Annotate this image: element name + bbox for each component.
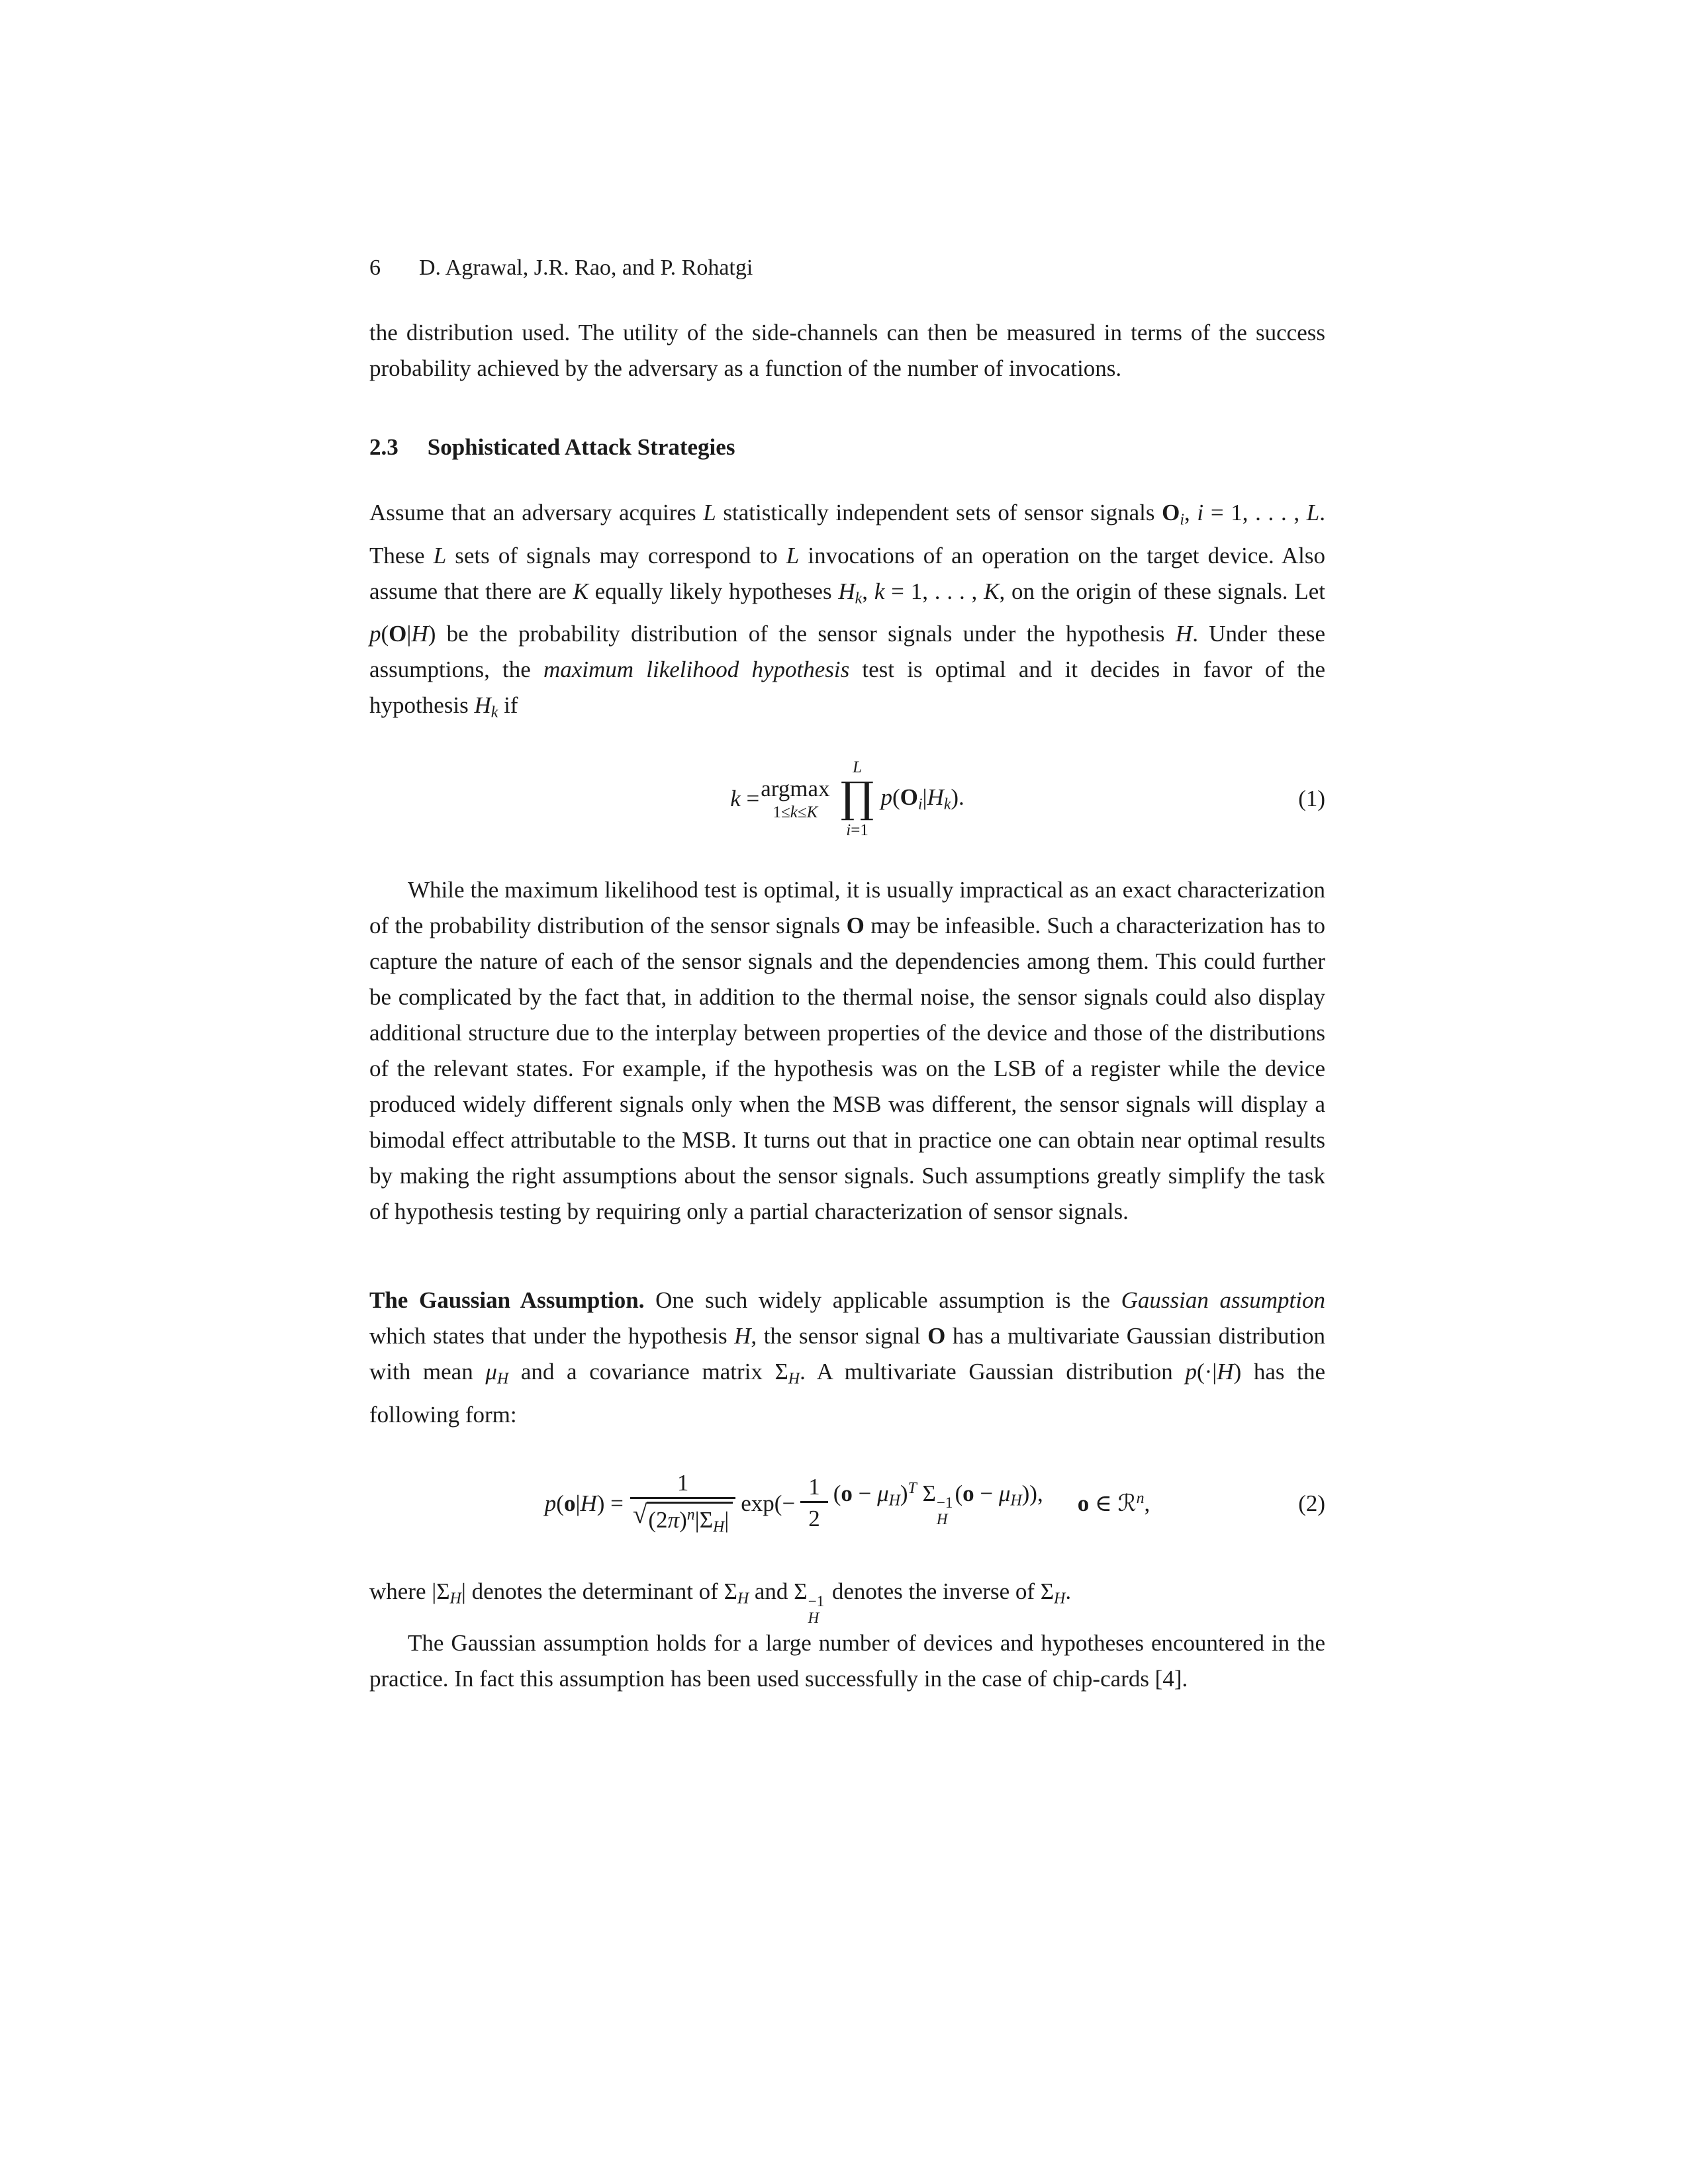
running-header — [369, 255, 1325, 281]
eq2-fraction-normalizer — [630, 1469, 735, 1537]
header-authors: D. Agrawal, J.R. Rao, and P. Rohatgi — [419, 255, 753, 280]
eq2-fraction-half — [800, 1473, 828, 1533]
product-operator — [841, 758, 874, 839]
page-number: 6 — [369, 255, 381, 280]
product-symbol: ∏ — [840, 774, 874, 823]
product-upper-limit: L — [853, 758, 862, 776]
paragraph-determinant-note: where |ΣH| denotes the determinant of ΣH and Σ −1 H denotes the inverse of ΣH. — [369, 1578, 1072, 1626]
eq2-exp: exp(− — [741, 1490, 796, 1516]
argmax-limits: 1≤k≤K — [773, 803, 818, 822]
argmax-label: argmax — [761, 775, 830, 801]
eq2-condition: o ∈ ℛ$^n$, — [1077, 1489, 1150, 1516]
eq2-lhs: p(o|H) = — [544, 1490, 624, 1516]
eq2-tail: $(o - \mu H)^T$ Σ −1 H (o − μH)), — [833, 1479, 1043, 1528]
section-number: 2.3 — [369, 434, 399, 460]
eq2-frac2-numerator: 1 — [808, 1474, 820, 1500]
section-title: Sophisticated Attack Strategies — [427, 434, 735, 460]
eq2-frac2-denominator: 2 — [800, 1501, 828, 1533]
section-heading — [369, 434, 1325, 461]
eq2-frac1-denominator — [630, 1497, 735, 1537]
paragraph-ml-discussion: While the maximum likelihood test is optimal, it is usually impractical as an exact characterization of the probability distribution of the sensor signals O may be infeasible. Such a characterization has to capture the nature of each of the sensor signals and the dependencies among them. This could further be complicated by the fact that, in addition to the thermal noise, the sensor signals could also display additional structure due to the interplay between properties of the device and those of the distributions of the relevant states. For example, if the hypothesis was on the LSB of a register while the device produced widely different signals only when the MSB was different, the sensor signals will display a bimodal effect attributable to the MSB. It turns out that in practice one can obtain near optimal results by making the right assumptions about the sensor signals. Such assumptions greatly simplify the task of hypothesis testing by requiring only a partial characterization of sensor signals. — [369, 877, 1325, 1225]
product-lower-limit: i=1 — [846, 821, 868, 839]
page-content — [369, 255, 1325, 1697]
eq2-frac1-numerator: 1 — [677, 1469, 689, 1496]
equation-2-number: (2) — [1298, 1490, 1325, 1516]
argmax-operator — [761, 776, 829, 822]
paragraph-gaussian-assumption: The Gaussian Assumption. One such widely applicable assumption is the Gaussian assumption which states that under the hypothesis H, the sensor signal O has a multivariate Gaussian distribution with mean μH and a covariance matrix ΣH. A multivariate Gaussian distribution p(·|H) has the following form: — [369, 1287, 1325, 1428]
square-root — [633, 1502, 733, 1537]
paragraph-chipcards: The Gaussian assumption holds for a large number of devices and hypotheses encountered in the practice. In fact this assumption has been used successfully in the case of chip-cards [4]. — [369, 1630, 1325, 1692]
equation-2 — [369, 1469, 1325, 1537]
paragraph-intro: the distribution used. The utility of the side-channels can then be measured in terms of the success probability achieved by the adversary as a function of the number of invocations. — [369, 320, 1325, 381]
radicand: $(2\pi)^n|\Sigma H|$ — [647, 1502, 733, 1537]
eq1-rhs: p(Oi|Hk). — [880, 784, 964, 813]
equation-1-number: (1) — [1298, 786, 1325, 812]
paragraph-attack-setup: Assume that an adversary acquires L statistically independent sets of sensor signals Oi, i = 1, . . . , L. These L sets of signals may correspond to L invocations of an operation on the target device. Also assume that there are K equally likely hypotheses Hk, k = 1, . . . , K, on the origin of these signals. Let p(O|H) be the probability distribution of the sensor signals under the hypothesis H. Under these assumptions, the maximum likelihood hypothesis test is optimal and it decides in favor of the hypothesis Hk if — [369, 500, 1326, 721]
equation-1 — [369, 758, 1325, 839]
eq1-lhs: k = — [730, 786, 760, 812]
radical-sign: √ — [632, 1500, 647, 1529]
